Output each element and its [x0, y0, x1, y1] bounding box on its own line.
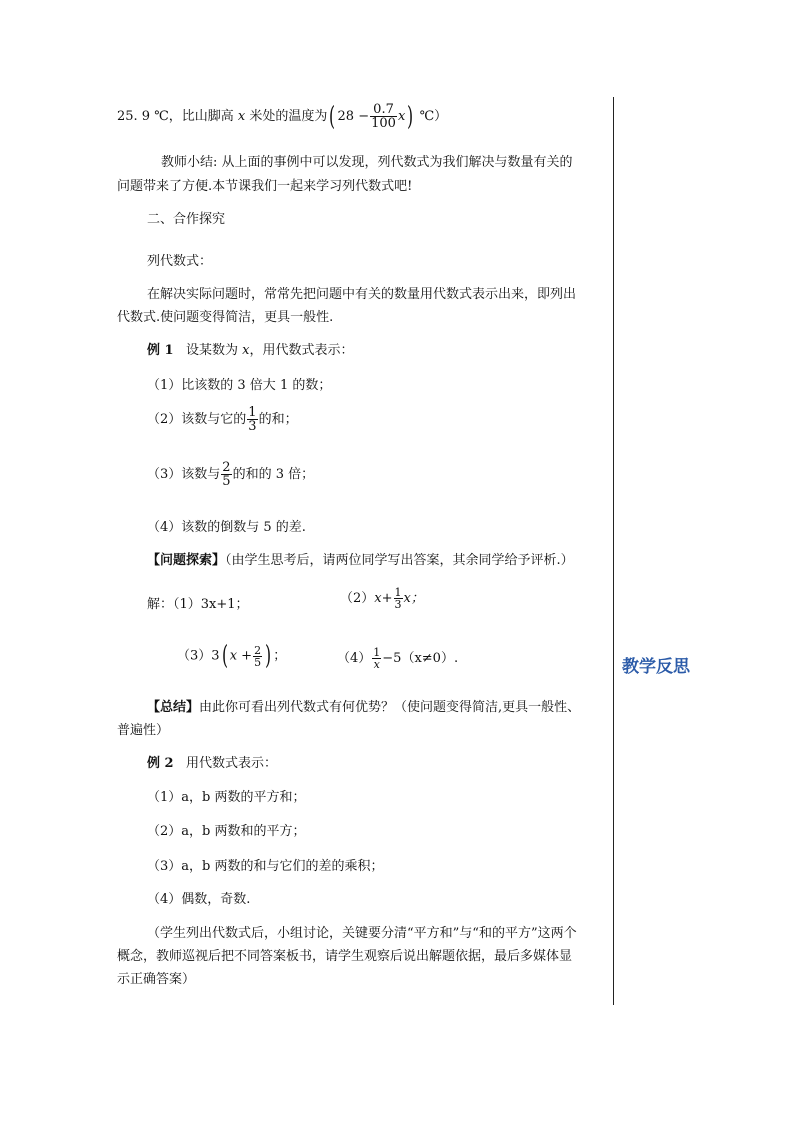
example1-item-1: （1）比该数的 3 倍大 1 的数； — [147, 378, 332, 393]
fraction-1-x: $\frac{1}{x}$ — [373, 646, 381, 671]
example1-item-3: （3）该数与 $\frac{2}{5}$ 的和的 3 倍； — [147, 460, 315, 489]
fraction-2-5-solution: $\frac{2}{5}$ — [254, 643, 262, 669]
solution-4: （4） $\frac{1}{x}$ −5（x≠0）. — [337, 646, 459, 671]
summary-line-2: 问题带来了方便.本节课我们一起来学习列代数式吧! — [117, 179, 413, 194]
fraction-1-3: $\frac{1}{3}$ — [248, 405, 257, 434]
example1-item-4: （4）该数的倒数与 5 的差. — [147, 520, 306, 535]
concept-title: 列代数式： — [147, 254, 213, 269]
column-divider — [613, 97, 614, 1005]
solution-3: （3）3( x + $\frac{2}{5}$ ) ； — [177, 641, 287, 671]
paren-right: ) — [407, 101, 414, 132]
paren-right: ) — [265, 641, 272, 671]
concept-line-1: 在解决实际问题时，常常先把问题中有关的数量用代数式表示出来，即列出 — [147, 287, 577, 302]
conclusion-line-1: 【总结】由此你可看出列代数式有何优势？（使问题变得简洁,更具一般性、 — [147, 700, 581, 715]
solution-1: 解：（1）3x+1； — [147, 597, 249, 612]
discussion-line-3: 示正确答案） — [117, 972, 196, 987]
example2-heading: 例 2 用代数式表示： — [147, 756, 277, 771]
paren-left: ( — [221, 641, 228, 671]
teaching-reflection-label: 教学反思 — [622, 657, 690, 677]
explore-line: 【问题探索】（由学生思考后，请两位同学写出答案，其余同学给予评析.） — [147, 553, 574, 568]
example1-heading: 例 1 设某数为 x，用代数式表示： — [147, 343, 354, 358]
temperature-line: 25. 9 ℃，比山脚高 x 米处的温度为( 28 − $\frac{0.7}{100}$ x) ℃） — [117, 101, 448, 132]
summary-line-1: 教师小结: 从上面的事例中可以发现，列代数式为我们解决与数量有关的 — [161, 155, 573, 170]
section-title: 二、合作探究 — [147, 212, 226, 227]
example2-item-2: （2）a，b 两数和的平方； — [147, 824, 306, 839]
fraction-07-100: $\frac{0.7}{100}$ — [371, 102, 396, 131]
paren-left: ( — [329, 101, 336, 132]
discussion-line-2: 概念，教师巡视后把不同答案板书，请学生观察后说出解题依据，最后多媒体显 — [117, 949, 573, 964]
example2-item-4: （4）偶数，奇数. — [147, 892, 251, 907]
discussion-line-1: （学生列出代数式后，小组讨论，关键要分清“平方和”与“和的平方”这两个 — [147, 926, 577, 941]
conclusion-line-2: 普遍性） — [117, 723, 170, 738]
example1-item-2: （2）该数与它的 $\frac{1}{3}$ 的和； — [147, 405, 298, 434]
concept-line-2: 代数式.使问题变得简洁，更具一般性. — [117, 310, 334, 325]
fraction-1-3-solution: $\frac{1}{3}$ — [394, 586, 402, 611]
example2-item-1: （1）a，b 两数的平方和； — [147, 790, 306, 805]
solution-2: （2）x+ $\frac{1}{3}$ x； — [340, 586, 424, 611]
example2-item-3: （3）a，b 两数的和与它们的差的乘积； — [147, 859, 384, 874]
fraction-2-5: $\frac{2}{5}$ — [222, 460, 231, 489]
